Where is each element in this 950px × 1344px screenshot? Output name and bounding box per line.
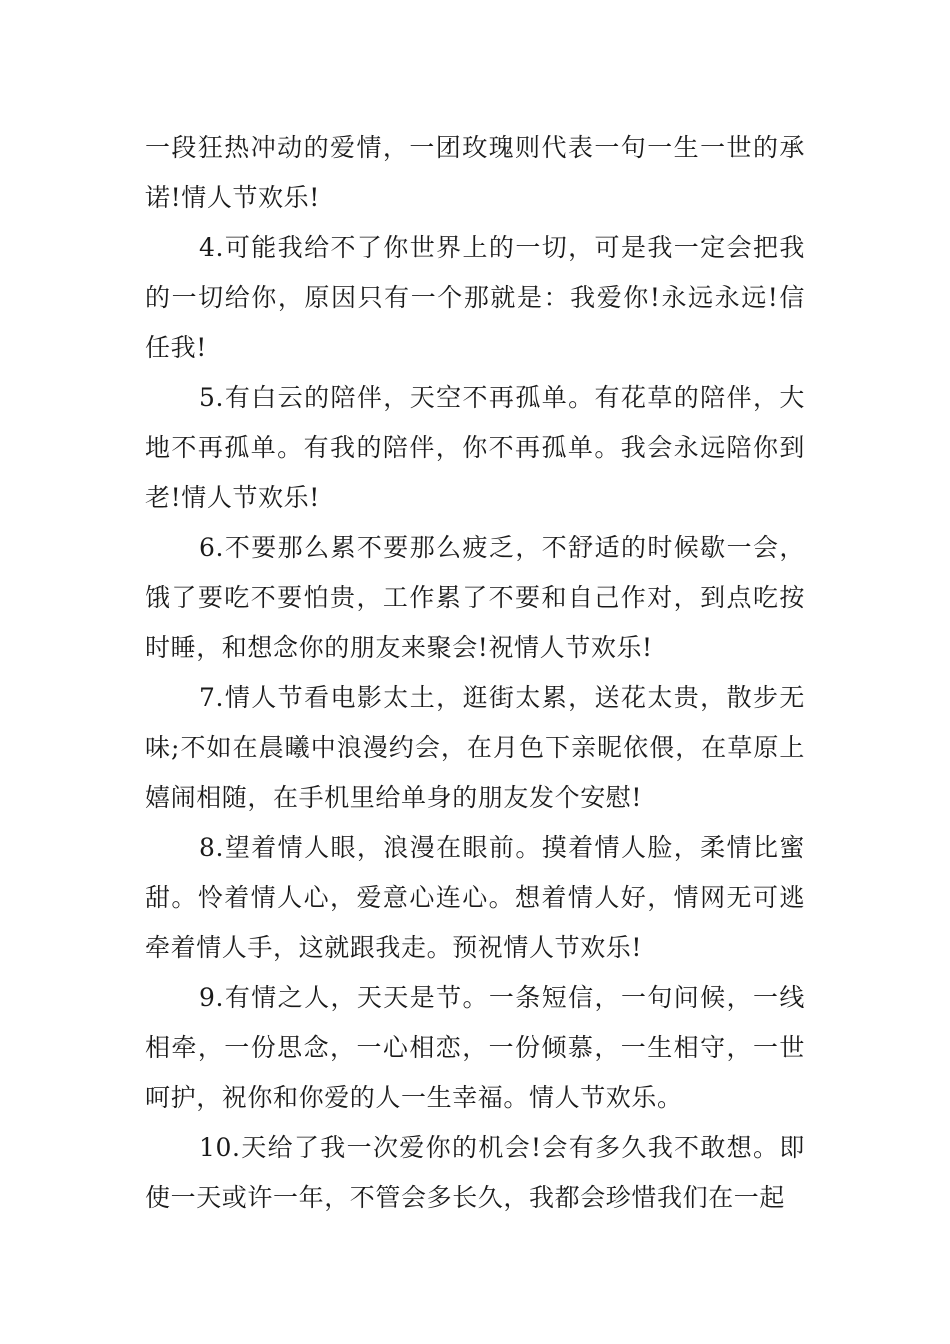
paragraph-continuation: 一段狂热冲动的爱情，一团玫瑰则代表一句一生一世的承诺!情人节欢乐!	[145, 133, 805, 212]
paragraph-item-10: 10.天给了我一次爱你的机会!会有多久我不敢想。即使一天或许一年，不管会多长久，我都会珍惜我们在一起	[145, 1133, 805, 1212]
paragraph-item-4: 4.可能我给不了你世界上的一切，可是我一定会把我的一切给你，原因只有一个那就是：我爱你!永远永远!信任我!	[145, 233, 805, 362]
paragraph-item-7: 7.情人节看电影太土，逛街太累，送花太贵，散步无味;不如在晨曦中浪漫约会，在月色下亲昵依偎，在草原上嬉闹相随，在手机里给单身的朋友发个安慰!	[145, 683, 805, 812]
paragraph-item-5: 5.有白云的陪伴，天空不再孤单。有花草的陪伴，大地不再孤单。有我的陪伴，你不再孤单。我会永远陪你到老!情人节欢乐!	[145, 383, 805, 512]
paragraph-item-8: 8.望着情人眼，浪漫在眼前。摸着情人脸，柔情比蜜甜。怜着情人心，爱意心连心。想着情人好，情网无可逃牵着情人手，这就跟我走。预祝情人节欢乐!	[145, 833, 805, 962]
paragraph-item-6: 6.不要那么累不要那么疲乏，不舒适的时候歇一会，饿了要吃不要怕贵，工作累了不要和自己作对，到点吃按时睡，和想念你的朋友来聚会!祝情人节欢乐!	[145, 533, 805, 662]
paragraph-item-9: 9.有情之人，天天是节。一条短信，一句问候，一线相牵，一份思念，一心相恋，一份倾慕，一生相守，一世呵护，祝你和你爱的人一生幸福。情人节欢乐。	[145, 983, 805, 1112]
document-body	[145, 123, 805, 1223]
